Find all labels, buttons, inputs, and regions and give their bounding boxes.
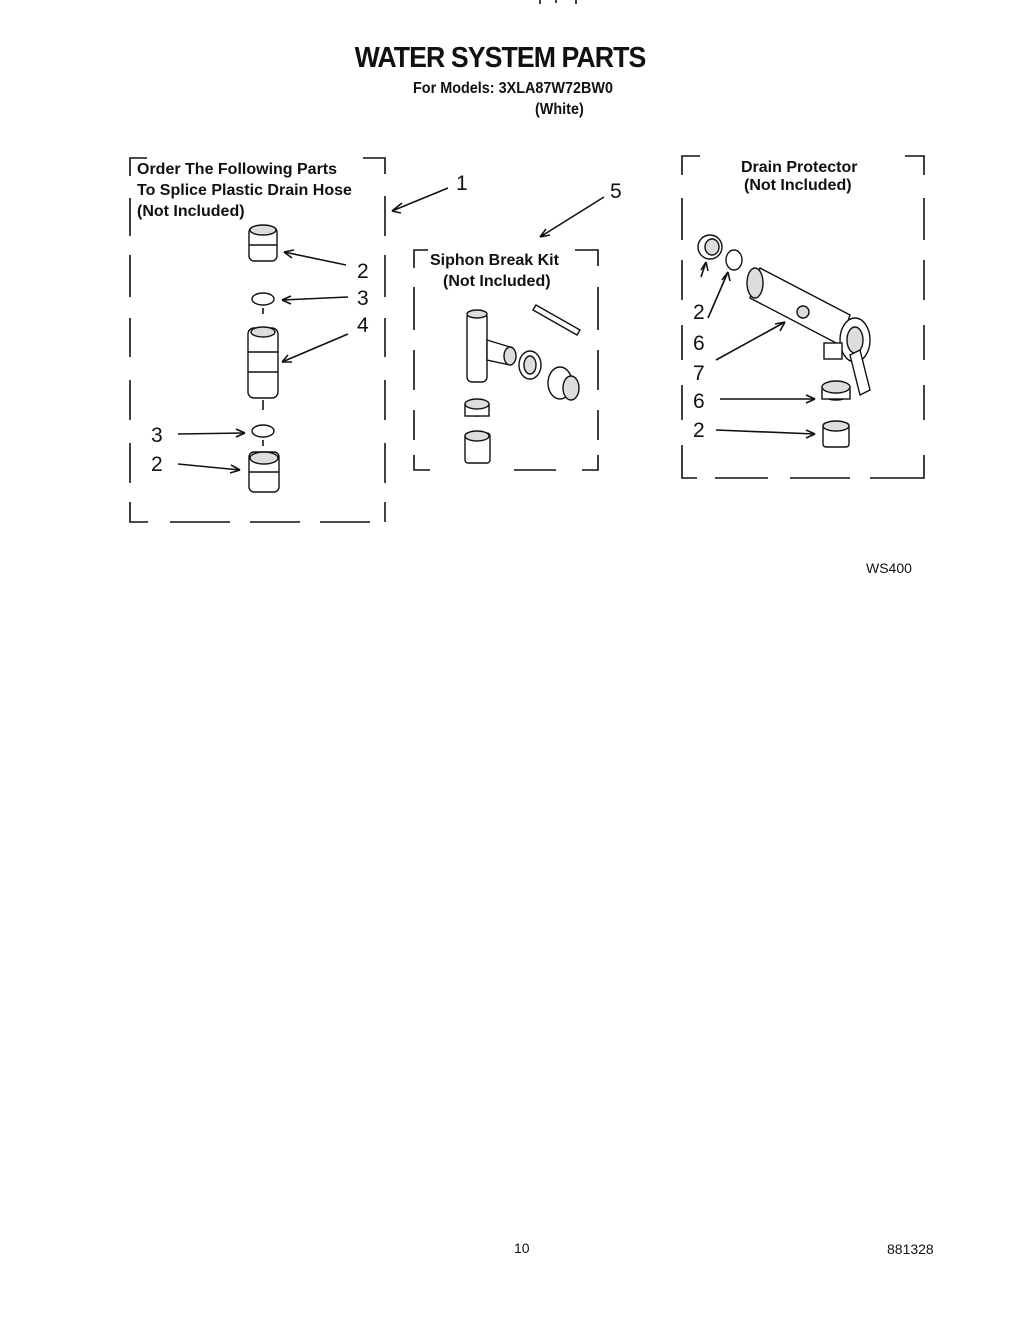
hose-coupler — [248, 327, 278, 410]
callout-2-bottom: 2 — [151, 453, 163, 476]
page-number: 10 — [514, 1240, 530, 1256]
drain-protector-parts — [698, 235, 870, 447]
drain-heading-line2: (Not Included) — [744, 177, 852, 194]
splice-heading-line3: (Not Included) — [137, 203, 245, 220]
crop-mark — [540, 0, 576, 4]
callout-4: 4 — [357, 314, 369, 337]
callout-2-drain-top: 2 — [693, 301, 705, 324]
splice-heading-line1: Order The Following Parts — [137, 161, 338, 178]
callout-2-top: 2 — [357, 260, 369, 283]
color-line: (White) — [535, 101, 584, 118]
callout-3-top: 3 — [357, 287, 369, 310]
siphon-heading-line1: Siphon Break Kit — [430, 252, 559, 269]
callout-1: 1 — [456, 172, 468, 195]
callout-7: 7 — [693, 362, 705, 385]
siphon-heading-line2: (Not Included) — [443, 273, 551, 290]
callout-3-bottom: 3 — [151, 424, 163, 447]
figure-code: WS400 — [866, 560, 912, 576]
connector-top — [249, 225, 277, 261]
splice-leader-lines — [178, 188, 448, 473]
connector-bottom — [249, 452, 279, 492]
drain-heading-line1: Drain Protector — [741, 159, 858, 176]
clamp-top — [252, 293, 274, 314]
models-line: For Models: 3XLA87W72BW0 — [413, 80, 614, 97]
document-number: 881328 — [887, 1241, 934, 1257]
siphon-parts — [465, 305, 580, 463]
page-title: WATER SYSTEM PARTS — [354, 42, 646, 74]
clamp-bottom — [252, 425, 274, 446]
callout-6-drain-top: 6 — [693, 332, 705, 355]
callout-6-drain-bottom: 6 — [693, 390, 705, 413]
splice-heading-line2: To Splice Plastic Drain Hose — [137, 182, 352, 199]
siphon-leader-line — [540, 197, 604, 237]
callout-5: 5 — [610, 180, 622, 203]
callout-2-drain-bottom: 2 — [693, 419, 705, 442]
